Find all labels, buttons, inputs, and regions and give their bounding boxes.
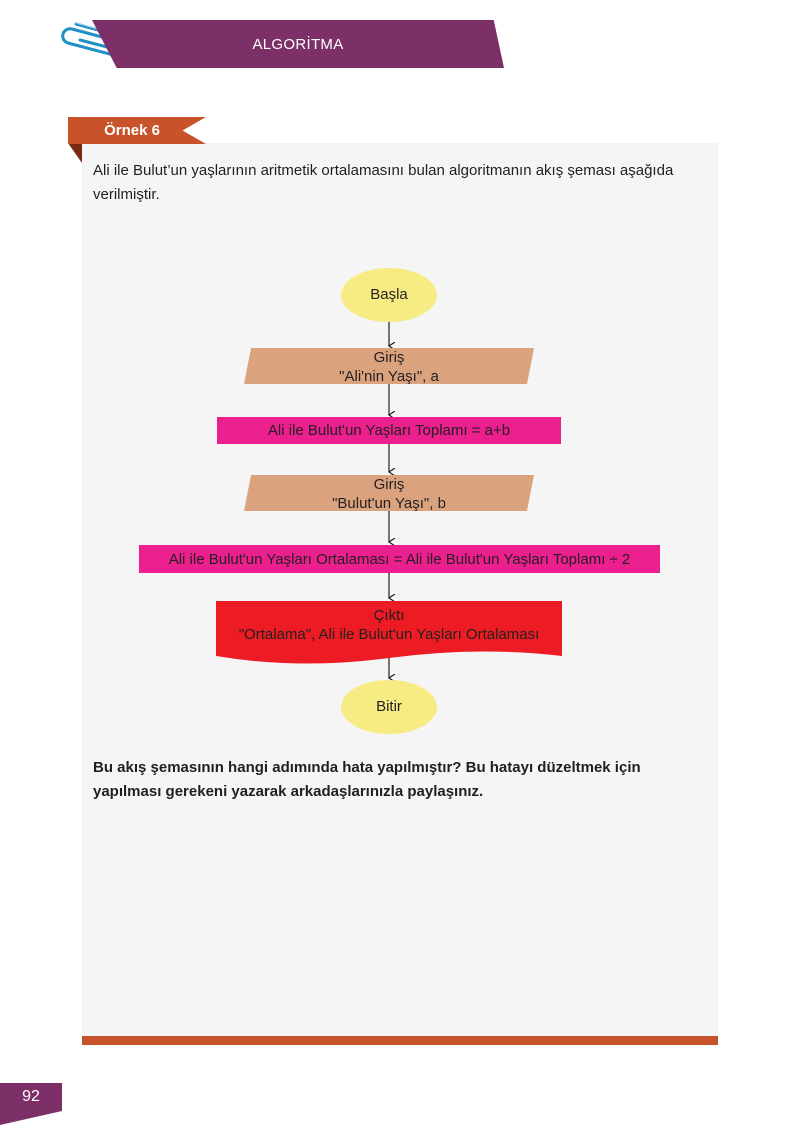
start-label	[339, 285, 439, 304]
input-2-line-2: "Bulut'un Yaşı", b	[332, 495, 446, 512]
output-label	[216, 606, 562, 644]
output-line-1: Çıktı	[373, 607, 405, 624]
start-text: Başla	[370, 286, 408, 303]
process-2-label	[139, 550, 660, 569]
page-number-tail	[0, 1111, 62, 1125]
end-text: Bitir	[376, 698, 402, 715]
process-2-text: Ali ile Bulut'un Yaşları Ortalaması = Ali ile Bulut'un Yaşları Toplamı ÷ 2	[168, 551, 631, 568]
input-1-label	[260, 348, 518, 386]
page-number: 92	[22, 1088, 40, 1105]
input-2-label	[260, 475, 518, 513]
input-2-line-1: Giriş	[373, 476, 405, 493]
input-1-line-2: "Ali'nin Yaşı", a	[339, 368, 439, 385]
process-1-text: Ali ile Bulut'un Yaşları Toplamı = a+b	[267, 422, 511, 439]
end-label	[339, 697, 439, 716]
process-1-label	[217, 421, 561, 440]
intro-text: Ali ile Bulut’un yaşlarının aritmetik ortalamasını bulan algoritmanın akış şeması aşağıda verilmiştir.	[93, 162, 674, 203]
question-text: Bu akış şemasının hangi adımında hata yapılmıştır? Bu hatayı düzeltmek için yapılması gerekeni yazarak arkadaşlarınızla paylaşınız.	[93, 759, 641, 800]
input-1-line-1: Giriş	[373, 349, 405, 366]
header-title: ALGORİTMA	[252, 36, 344, 53]
output-line-2: "Ortalama", Ali ile Bulut'un Yaşları Ortalaması	[238, 626, 540, 643]
example-label: Örnek 6	[104, 122, 160, 139]
